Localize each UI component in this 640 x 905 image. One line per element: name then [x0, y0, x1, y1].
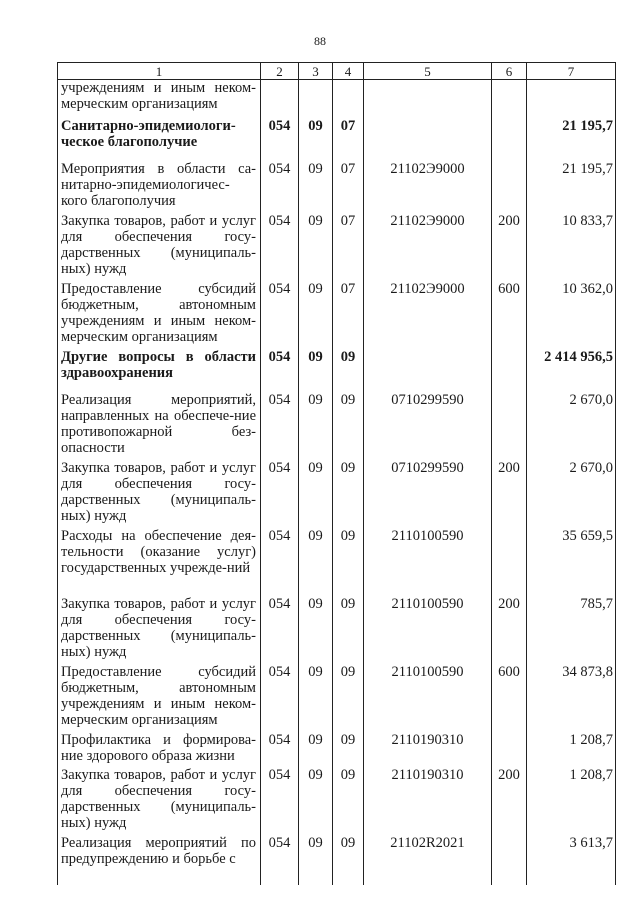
section-code-cell: 09: [299, 732, 333, 767]
expense-type-code-cell: 200: [492, 213, 527, 281]
subsection-code-cell: 09: [333, 460, 364, 528]
header-cell: 1: [58, 63, 261, 80]
table-row: [58, 528, 616, 596]
table-row: [58, 161, 616, 213]
ministry-code-cell: 054: [261, 664, 299, 732]
table-row: [58, 596, 616, 664]
target-article-code-cell: 21102Э9000: [364, 281, 492, 349]
item-name-cell: Расходы на обеспечение дея-тельности (оказание услуг) государственных учрежде-ний: [58, 528, 261, 596]
subsection-code-cell: [333, 80, 364, 118]
amount-cell: 10 362,0: [527, 281, 616, 349]
subsection-code-cell: 07: [333, 213, 364, 281]
section-code-cell: 09: [299, 118, 333, 161]
item-name-cell: Мероприятия в области са-нитарно-эпидемиологичес-кого благополучия: [58, 161, 261, 213]
table-row: [58, 767, 616, 835]
table-row: [58, 80, 616, 118]
expense-type-code-cell: 200: [492, 460, 527, 528]
ministry-code-cell: 054: [261, 281, 299, 349]
header-cell: 6: [492, 63, 527, 80]
budget-table: [57, 62, 616, 885]
ministry-code-cell: 054: [261, 213, 299, 281]
section-code-cell: 09: [299, 161, 333, 213]
target-article-code-cell: [364, 349, 492, 392]
subsection-code-cell: 09: [333, 732, 364, 767]
amount-cell: 3 613,7: [527, 835, 616, 885]
table-row: [58, 732, 616, 767]
table-row: [58, 118, 616, 161]
item-name-cell: Санитарно-эпидемиологи-ческое благополучие: [58, 118, 261, 161]
table-row: [58, 460, 616, 528]
amount-cell: 2 670,0: [527, 392, 616, 460]
item-name-cell: Реализация мероприятий, направленных на обеспече-ние противопожарной без-опасности: [58, 392, 261, 460]
page-number: 88: [314, 34, 326, 48]
subsection-code-cell: 09: [333, 528, 364, 596]
section-code-cell: 09: [299, 528, 333, 596]
target-article-code-cell: 2110100590: [364, 596, 492, 664]
item-name-cell: Предоставление субсидий бюджетным, автономным учреждениям и иным неком-мерческим организациям: [58, 664, 261, 732]
header-cell: 2: [261, 63, 299, 80]
target-article-code-cell: [364, 118, 492, 161]
amount-cell: 1 208,7: [527, 767, 616, 835]
section-code-cell: 09: [299, 835, 333, 885]
item-name-cell: учреждениям и иным неком-мерческим организациям: [58, 80, 261, 118]
target-article-code-cell: 2110100590: [364, 528, 492, 596]
header-cell: 4: [333, 63, 364, 80]
expense-type-code-cell: 200: [492, 596, 527, 664]
ministry-code-cell: 054: [261, 835, 299, 885]
subsection-code-cell: 09: [333, 349, 364, 392]
expense-type-code-cell: [492, 161, 527, 213]
amount-cell: 21 195,7: [527, 118, 616, 161]
section-code-cell: 09: [299, 349, 333, 392]
header-cell: 7: [527, 63, 616, 80]
target-article-code-cell: 0710299590: [364, 392, 492, 460]
expense-type-code-cell: [492, 528, 527, 596]
item-name-cell: Закупка товаров, работ и услуг для обеспечения госу-дарственных (муниципаль-ных) нужд: [58, 767, 261, 835]
amount-cell: 2 670,0: [527, 460, 616, 528]
expense-type-code-cell: [492, 835, 527, 885]
item-name-cell: Закупка товаров, работ и услуг для обеспечения госу-дарственных (муниципаль-ных) нужд: [58, 213, 261, 281]
table-row: [58, 392, 616, 460]
header-cell: 5: [364, 63, 492, 80]
subsection-code-cell: 07: [333, 161, 364, 213]
ministry-code-cell: 054: [261, 528, 299, 596]
item-name-cell: Предоставление субсидий бюджетным, автономным учреждениям и иным неком-мерческим организациям: [58, 281, 261, 349]
expense-type-code-cell: [492, 118, 527, 161]
ministry-code-cell: 054: [261, 161, 299, 213]
ministry-code-cell: 054: [261, 732, 299, 767]
subsection-code-cell: 07: [333, 281, 364, 349]
item-name-cell: Реализация мероприятий по предупреждению и борьбе с: [58, 835, 261, 885]
amount-cell: 34 873,8: [527, 664, 616, 732]
section-code-cell: 09: [299, 213, 333, 281]
amount-cell: 785,7: [527, 596, 616, 664]
expense-type-code-cell: [492, 80, 527, 118]
subsection-code-cell: 07: [333, 118, 364, 161]
amount-cell: 1 208,7: [527, 732, 616, 767]
ministry-code-cell: 054: [261, 460, 299, 528]
target-article-code-cell: 21102Э9000: [364, 213, 492, 281]
target-article-code-cell: 2110190310: [364, 732, 492, 767]
ministry-code-cell: 054: [261, 392, 299, 460]
item-name-cell: Закупка товаров, работ и услуг для обеспечения госу-дарственных (муниципаль-ных) нужд: [58, 596, 261, 664]
item-name-cell: Профилактика и формирова-ние здорового образа жизни: [58, 732, 261, 767]
subsection-code-cell: 09: [333, 596, 364, 664]
section-code-cell: 09: [299, 767, 333, 835]
target-article-code-cell: 0710299590: [364, 460, 492, 528]
subsection-code-cell: 09: [333, 392, 364, 460]
amount-cell: [527, 80, 616, 118]
item-name-cell: Закупка товаров, работ и услуг для обеспечения госу-дарственных (муниципаль-ных) нужд: [58, 460, 261, 528]
section-code-cell: 09: [299, 281, 333, 349]
section-code-cell: 09: [299, 664, 333, 732]
expense-type-code-cell: [492, 732, 527, 767]
table-row: [58, 213, 616, 281]
expense-type-code-cell: 600: [492, 281, 527, 349]
ministry-code-cell: 054: [261, 349, 299, 392]
header-cell: 3: [299, 63, 333, 80]
amount-cell: 35 659,5: [527, 528, 616, 596]
target-article-code-cell: [364, 80, 492, 118]
table-row: [58, 664, 616, 732]
ministry-code-cell: 054: [261, 767, 299, 835]
expense-type-code-cell: 600: [492, 664, 527, 732]
ministry-code-cell: 054: [261, 118, 299, 161]
amount-cell: 21 195,7: [527, 161, 616, 213]
table-row: [58, 835, 616, 885]
section-code-cell: [299, 80, 333, 118]
header-row: [58, 63, 616, 80]
target-article-code-cell: 21102R2021: [364, 835, 492, 885]
table-row: [58, 281, 616, 349]
section-code-cell: 09: [299, 460, 333, 528]
ministry-code-cell: [261, 80, 299, 118]
table-row: [58, 349, 616, 392]
expense-type-code-cell: [492, 349, 527, 392]
ministry-code-cell: 054: [261, 596, 299, 664]
target-article-code-cell: 2110100590: [364, 664, 492, 732]
item-name-cell: Другие вопросы в области здравоохранения: [58, 349, 261, 392]
section-code-cell: 09: [299, 596, 333, 664]
expense-type-code-cell: 200: [492, 767, 527, 835]
subsection-code-cell: 09: [333, 664, 364, 732]
target-article-code-cell: 21102Э9000: [364, 161, 492, 213]
subsection-code-cell: 09: [333, 835, 364, 885]
amount-cell: 2 414 956,5: [527, 349, 616, 392]
amount-cell: 10 833,7: [527, 213, 616, 281]
subsection-code-cell: 09: [333, 767, 364, 835]
expense-type-code-cell: [492, 392, 527, 460]
section-code-cell: 09: [299, 392, 333, 460]
target-article-code-cell: 2110190310: [364, 767, 492, 835]
